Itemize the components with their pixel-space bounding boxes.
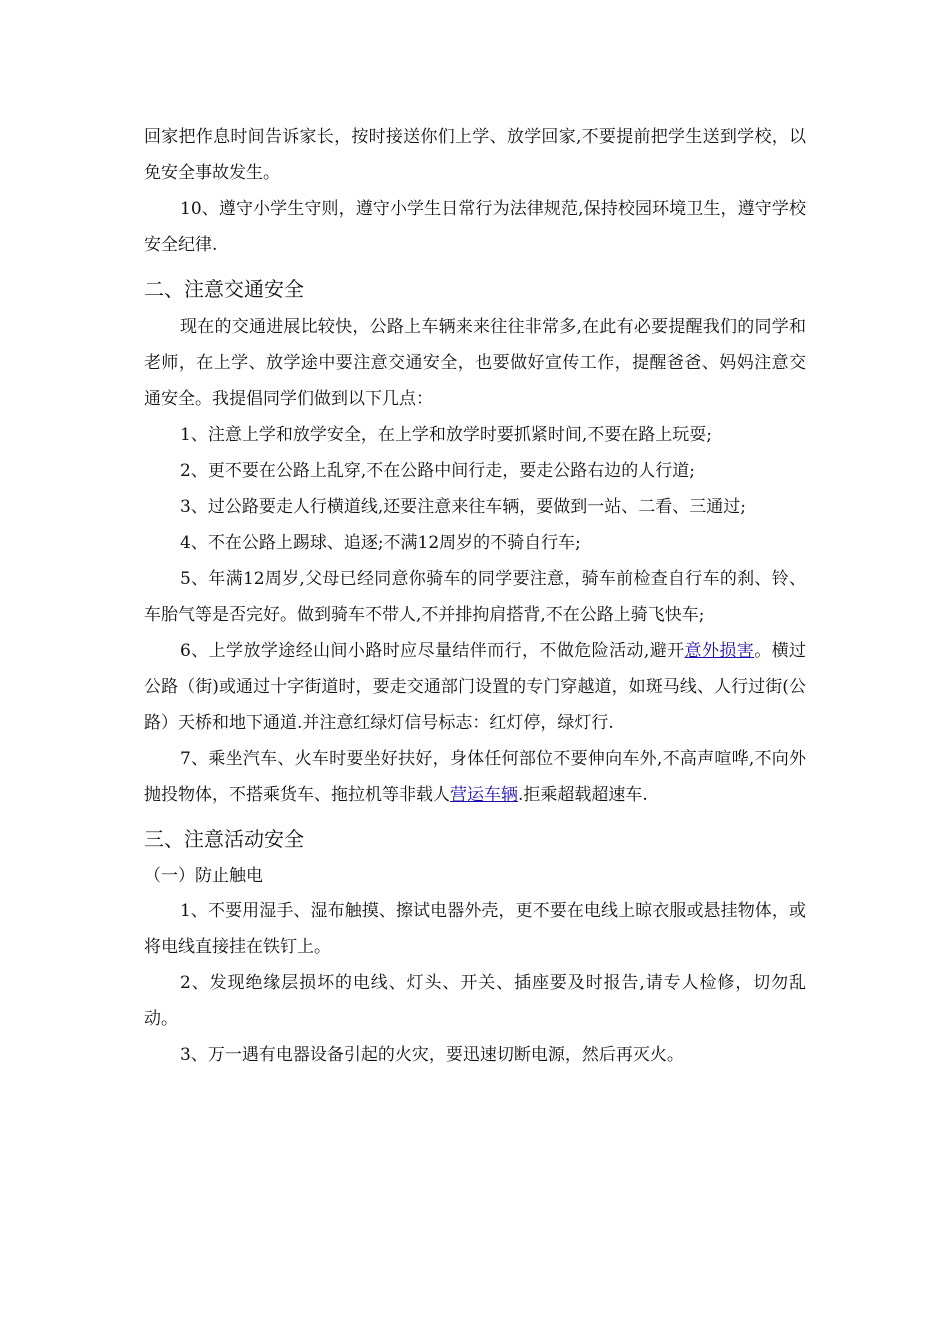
traffic-item-7-text-b: .拒乘超载超速车. <box>518 785 648 805</box>
paragraph-intro-continued: 回家把作息时间告诉家长，按时接送你们上学、放学回家,不要提前把学生送到学校，以免安全事故发生。 <box>144 127 806 183</box>
section-heading-traffic: 二、注意交通安全 <box>144 277 304 301</box>
traffic-item-3: 3、过公路要走人行横道线,还要注意来往车辆，要做到一站、二看、三通过; <box>180 497 746 517</box>
section-heading-activity: 三、注意活动安全 <box>144 827 304 851</box>
paragraph-traffic-intro: 现在的交通进展比较快，公路上车辆来来往往非常多,在此有必要提醒我们的同学和老师，在上学、放学途中要注意交通安全，也要做好宣传工作，提醒爸爸、妈妈注意交通安全。我提倡同学们做到以下几点： <box>144 317 806 409</box>
traffic-item-6 <box>144 633 806 741</box>
traffic-item-1: 1、注意上学和放学安全，在上学和放学时要抓紧时间,不要在路上玩耍; <box>180 425 712 445</box>
electric-item-3: 3、万一遇有电器设备引起的火灾，要迅速切断电源，然后再灭火。 <box>180 1045 684 1065</box>
paragraph-rule-10: 10、遵守小学生守则，遵守小学生日常行为法律规范,保持校园环境卫生，遵守学校安全纪律. <box>144 199 806 255</box>
electric-item-1: 1、不要用湿手、湿布触摸、擦试电器外壳，更不要在电线上晾衣服或悬挂物体，或将电线直接挂在铁钉上。 <box>144 901 806 957</box>
traffic-item-4: 4、不在公路上踢球、追逐;不满12周岁的不骑自行车; <box>180 533 581 553</box>
traffic-item-6-text-a: 6、上学放学途经山间小路时应尽量结伴而行，不做危险活动,避开 <box>180 641 685 661</box>
link-accidental-injury[interactable]: 意外损害 <box>684 641 755 661</box>
subheading-electric-shock: （一）防止触电 <box>144 866 263 886</box>
traffic-item-5: 5、年满12周岁,父母已经同意你骑车的同学要注意，骑车前检查自行车的刹、铃、车胎气等是否完好。做到骑车不带人,不并排拘肩搭背,不在公路上骑飞快车; <box>144 569 806 625</box>
traffic-item-7 <box>144 741 806 813</box>
traffic-item-2: 2、更不要在公路上乱穿,不在公路中间行走，要走公路右边的人行道; <box>180 461 695 481</box>
electric-item-2: 2、发现绝缘层损坏的电线、灯头、开关、插座要及时报告,请专人检修，切勿乱动。 <box>144 973 806 1029</box>
link-commercial-vehicle[interactable]: 营运车辆 <box>450 785 518 805</box>
document-page <box>144 119 806 1073</box>
traffic-item-6-text-b: 。横过公路（街)或通过十字街道时，要走交通部门设置的专门穿越道，如斑马线、人行过街(公路）天桥和地下通道.并注意红绿灯信号标志：红灯停，绿灯行. <box>144 641 807 733</box>
traffic-item-7-text-a: 7、乘坐汽车、火车时要坐好扶好，身体任何部位不要伸向车外,不高声喧哗,不向外抛投物体，不搭乘货车、拖拉机等非载人 <box>144 749 806 805</box>
